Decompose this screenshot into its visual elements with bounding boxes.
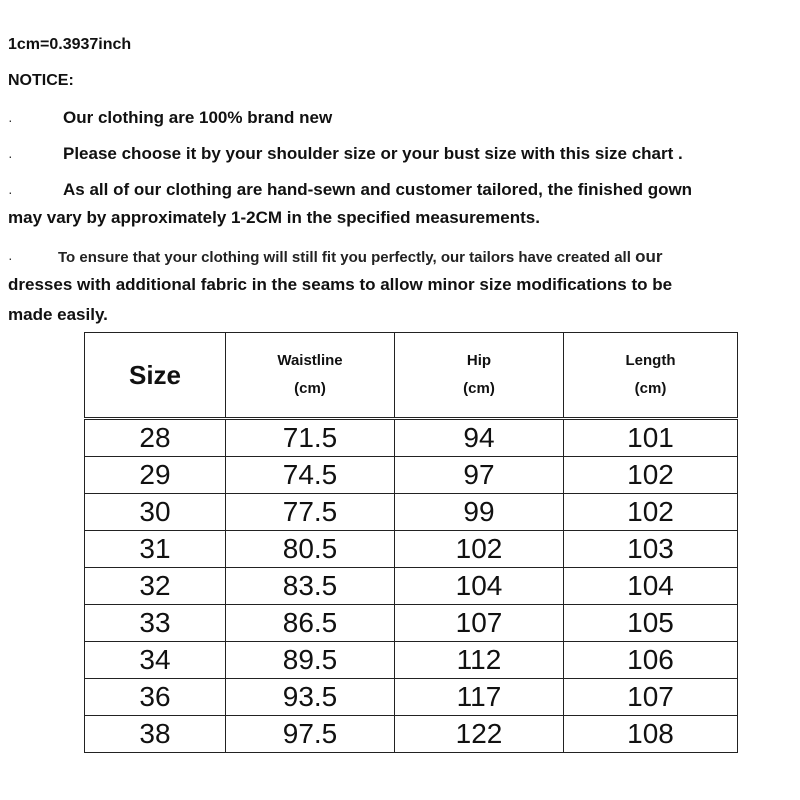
table-row [85, 531, 738, 568]
note-hand-sewn: As all of our clothing are hand-sewn and customer tailored, the finished gown [63, 180, 693, 199]
cell-size: 34 [85, 642, 226, 679]
table-row [85, 419, 738, 457]
cell-length: 104 [564, 568, 738, 605]
cell-waistline: 80.5 [226, 531, 395, 568]
cell-waistline: 86.5 [226, 605, 395, 642]
cell-length: 108 [564, 716, 738, 753]
cell-hip: 99 [395, 494, 564, 531]
table-row [85, 679, 738, 716]
notice-title: NOTICE: [8, 72, 74, 89]
table-row [85, 568, 738, 605]
cell-hip: 122 [395, 716, 564, 753]
cell-waistline: 93.5 [226, 679, 395, 716]
header-length [564, 333, 738, 419]
cell-hip: 102 [395, 531, 564, 568]
cell-size: 32 [85, 568, 226, 605]
header-hip-unit: (cm) [463, 380, 495, 397]
cell-size: 33 [85, 605, 226, 642]
cell-waistline: 71.5 [226, 419, 395, 457]
cell-length: 102 [564, 494, 738, 531]
size-chart-table [84, 332, 738, 753]
bullet-4: · [8, 250, 13, 266]
table-row [85, 494, 738, 531]
table-row [85, 605, 738, 642]
header-hip-label: Hip [466, 352, 492, 369]
header-waistline-label: Waistline [277, 352, 343, 369]
table-row [85, 457, 738, 494]
cell-size: 38 [85, 716, 226, 753]
cell-hip: 112 [395, 642, 564, 679]
cell-hip: 117 [395, 679, 564, 716]
cell-length: 105 [564, 605, 738, 642]
cell-length: 106 [564, 642, 738, 679]
header-waistline-unit: (cm) [294, 380, 326, 397]
note-fit [58, 247, 662, 267]
header-length-label: Length [625, 352, 676, 369]
cell-size: 28 [85, 419, 226, 457]
cell-waistline: 89.5 [226, 642, 395, 679]
header-size: Size [85, 333, 226, 419]
cell-waistline: 74.5 [226, 457, 395, 494]
note-fit-cont: dresses with additional fabric in the seams to allow minor size modifications to be [8, 275, 673, 294]
note-fit-end: our [635, 247, 663, 266]
cell-waistline: 83.5 [226, 568, 395, 605]
cell-length: 101 [564, 419, 738, 457]
note-fit-text: To ensure that your clothing will still fit you perfectly, our tailors have created all [58, 249, 631, 266]
header-hip [395, 333, 564, 419]
table-row [85, 642, 738, 679]
bullet-2: · [8, 148, 13, 164]
note-hand-sewn-cont: may vary by approximately 1-2CM in the specified measurements. [8, 208, 540, 227]
cell-waistline: 77.5 [226, 494, 395, 531]
note-fit-cont-2: made easily. [8, 305, 108, 324]
note-choose-size: Please choose it by your shoulder size or your bust size with this size chart . [63, 144, 683, 163]
cell-waistline: 97.5 [226, 716, 395, 753]
cell-length: 107 [564, 679, 738, 716]
header-length-unit: (cm) [634, 380, 667, 397]
note-brand-new: Our clothing are 100% brand new [63, 108, 333, 127]
cell-hip: 104 [395, 568, 564, 605]
cell-size: 29 [85, 457, 226, 494]
table-body [85, 419, 738, 753]
cell-length: 102 [564, 457, 738, 494]
table-row [85, 716, 738, 753]
table-header-row [85, 333, 738, 419]
cell-hip: 107 [395, 605, 564, 642]
bullet-1: · [8, 112, 13, 128]
cell-size: 36 [85, 679, 226, 716]
cell-hip: 94 [395, 419, 564, 457]
cell-size: 30 [85, 494, 226, 531]
unit-conversion: 1cm=0.3937inch [8, 36, 132, 53]
header-waistline [226, 333, 395, 419]
cell-length: 103 [564, 531, 738, 568]
cell-hip: 97 [395, 457, 564, 494]
bullet-3: · [8, 184, 13, 200]
cell-size: 31 [85, 531, 226, 568]
